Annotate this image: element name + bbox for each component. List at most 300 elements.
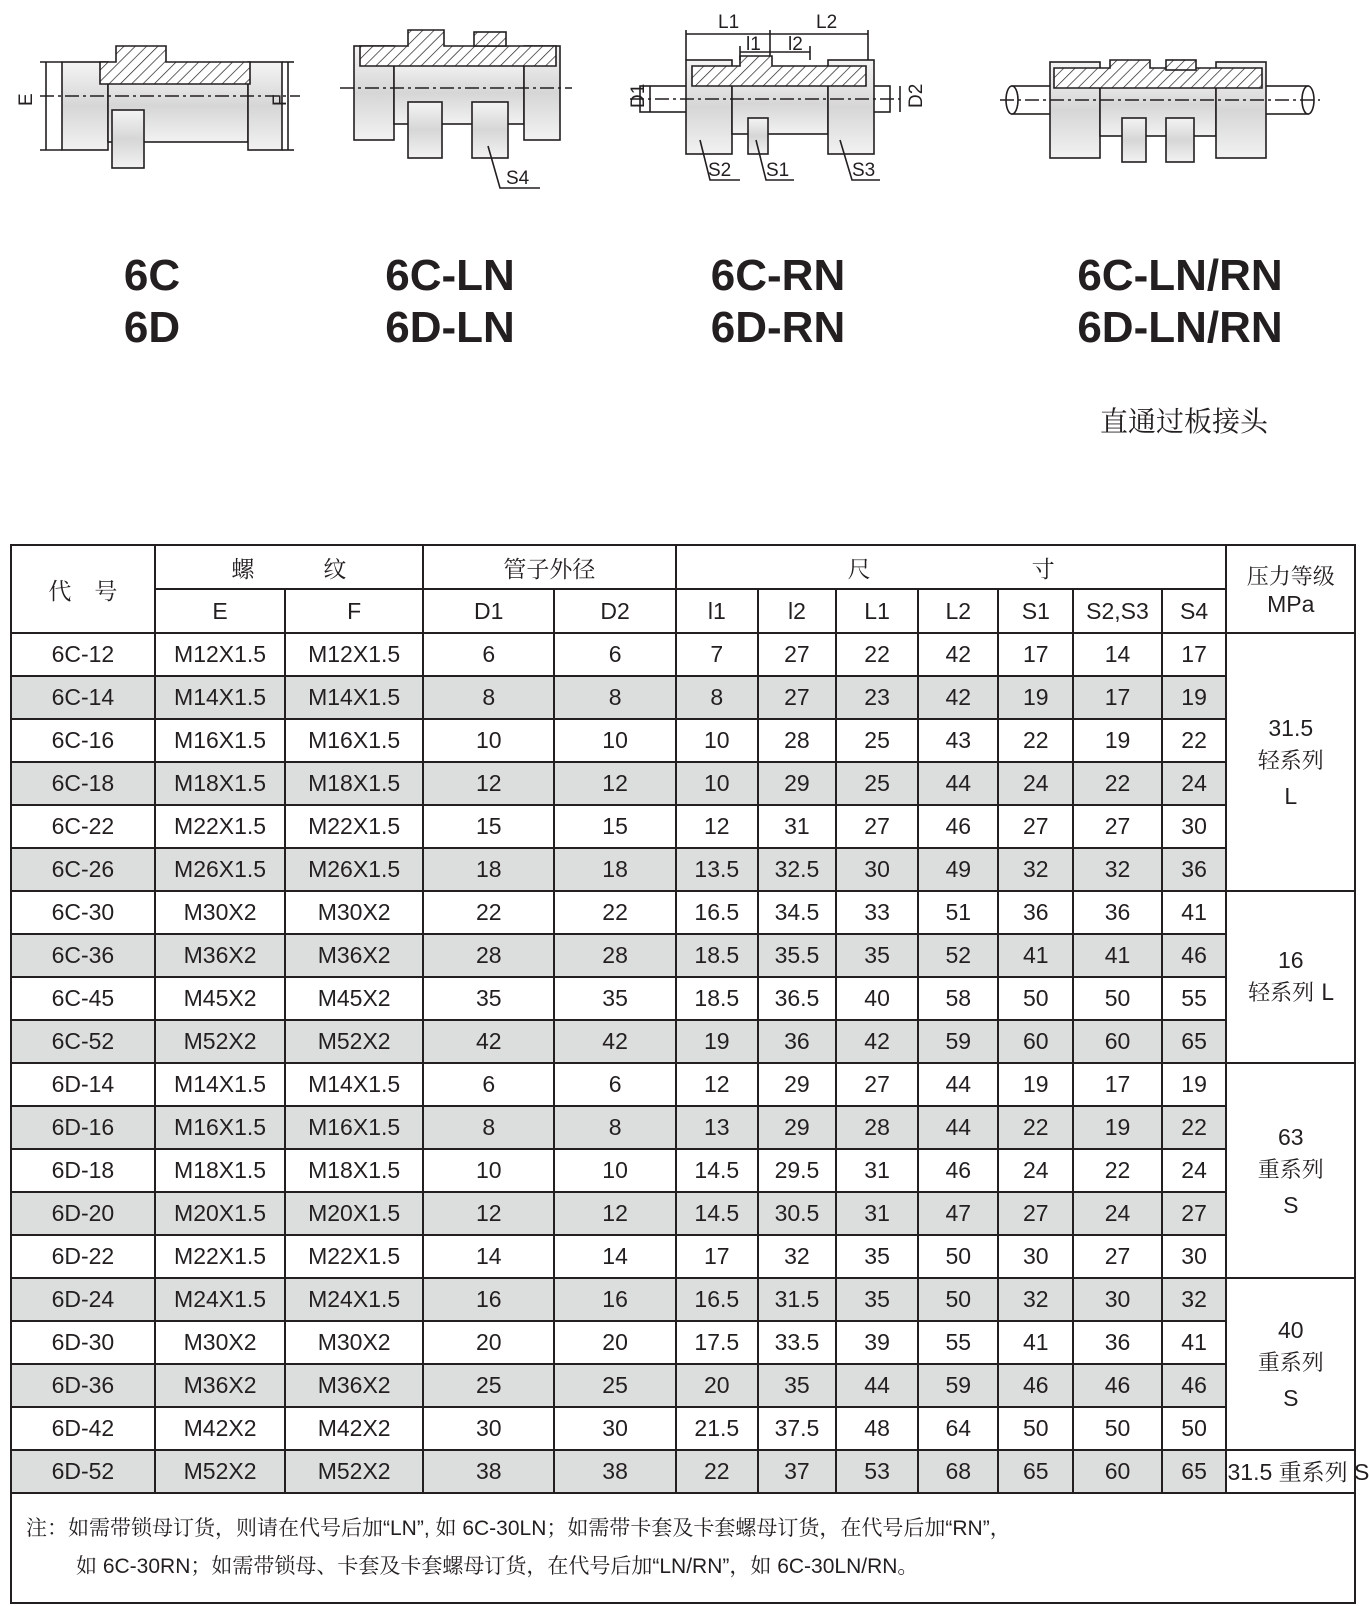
cell-l1: 44 [836, 1364, 918, 1407]
cell-d2: 12 [554, 1192, 675, 1235]
table-row [11, 676, 1355, 719]
cell-s23: 32 [1073, 848, 1161, 891]
cell-d2: 15 [554, 805, 675, 848]
cell-l1: 12 [676, 805, 758, 848]
cell-l2: 55 [918, 1321, 998, 1364]
cell-d2: 22 [554, 891, 675, 934]
cell-l1: 25 [836, 719, 918, 762]
cell-code: 6C-16 [11, 719, 155, 762]
pressure-value: 16 [1277, 947, 1304, 973]
cell-l1: 17 [676, 1235, 758, 1278]
cell-f: M30X2 [285, 891, 423, 934]
cell-l2: 51 [918, 891, 998, 934]
cell-d1: 25 [423, 1364, 555, 1407]
cell-f: M22X1.5 [285, 805, 423, 848]
model-6c-rn-line2: 6D-RN [710, 303, 846, 352]
cell-l1: 14.5 [676, 1149, 758, 1192]
cell-s4: 46 [1162, 934, 1227, 977]
cell-f: M16X1.5 [285, 719, 423, 762]
cell-l1: 53 [836, 1450, 918, 1493]
cell-e: M22X1.5 [155, 805, 285, 848]
cell-s4: 32 [1162, 1278, 1227, 1321]
pressure-value: 31.5 重系列 S [1227, 1458, 1369, 1485]
cell-d2: 8 [554, 1106, 675, 1149]
header-dims: 尺 寸 [676, 545, 1227, 589]
label-i2: l2 [788, 34, 803, 55]
cell-s4: 22 [1162, 1106, 1227, 1149]
cell-e: M26X1.5 [155, 848, 285, 891]
pressure-group-1 [1226, 891, 1355, 1063]
cell-l2: 30.5 [758, 1192, 836, 1235]
model-6c-ln-line2: 6D-LN [385, 303, 515, 352]
table-row [11, 1450, 1355, 1493]
cell-code: 6C-45 [11, 977, 155, 1020]
cell-l2: 27 [758, 676, 836, 719]
cell-l1: 25 [836, 762, 918, 805]
cell-l1: 31 [836, 1192, 918, 1235]
pressure-group-2 [1226, 1063, 1355, 1278]
cell-d1: 22 [423, 891, 555, 934]
header-d2: D2 [554, 589, 675, 633]
cell-l2: 44 [918, 1063, 998, 1106]
cell-l2: 49 [918, 848, 998, 891]
cell-f: M30X2 [285, 1321, 423, 1364]
table-row [11, 1321, 1355, 1364]
cell-s1: 41 [998, 934, 1073, 977]
header-l2: L2 [918, 589, 998, 633]
cell-l2: 44 [918, 762, 998, 805]
header-f: F [285, 589, 423, 633]
cell-s1: 50 [998, 1407, 1073, 1450]
cell-s1: 32 [998, 848, 1073, 891]
cell-l2: 58 [918, 977, 998, 1020]
cell-s23: 19 [1073, 719, 1161, 762]
pressure-series: 重系列 [1257, 1157, 1324, 1183]
cell-l1: 16.5 [676, 891, 758, 934]
cell-l1: 40 [836, 977, 918, 1020]
table-row [11, 633, 1355, 676]
cell-l1: 10 [676, 762, 758, 805]
cell-l1: 17.5 [676, 1321, 758, 1364]
cell-s1: 46 [998, 1364, 1073, 1407]
cell-s4: 55 [1162, 977, 1227, 1020]
cell-l2: 29 [758, 1063, 836, 1106]
cell-l2: 44 [918, 1106, 998, 1149]
table-row [11, 848, 1355, 891]
cell-s4: 41 [1162, 1321, 1227, 1364]
cell-s1: 50 [998, 977, 1073, 1020]
cell-d2: 18 [554, 848, 675, 891]
header-e: E [155, 589, 285, 633]
cell-s23: 60 [1073, 1020, 1161, 1063]
cell-l2: 34.5 [758, 891, 836, 934]
cell-s4: 65 [1162, 1450, 1227, 1493]
cell-s4: 19 [1162, 1063, 1227, 1106]
cell-e: M14X1.5 [155, 1063, 285, 1106]
cell-l2: 47 [918, 1192, 998, 1235]
table-row [11, 719, 1355, 762]
cell-l1: 35 [836, 1235, 918, 1278]
pressure-group-0 [1226, 633, 1355, 891]
cell-e: M18X1.5 [155, 762, 285, 805]
cell-f: M24X1.5 [285, 1278, 423, 1321]
cell-s23: 17 [1073, 1063, 1161, 1106]
table-row [11, 762, 1355, 805]
cell-s1: 41 [998, 1321, 1073, 1364]
header-d1: D1 [423, 589, 555, 633]
cell-s23: 27 [1073, 805, 1161, 848]
header-thread: 螺 纹 [155, 545, 423, 589]
table-row [11, 1364, 1355, 1407]
cell-e: M20X1.5 [155, 1192, 285, 1235]
cell-l1: 33 [836, 891, 918, 934]
cell-l1: 23 [836, 676, 918, 719]
cell-l2: 68 [918, 1450, 998, 1493]
cell-d1: 16 [423, 1278, 555, 1321]
cell-s1: 24 [998, 762, 1073, 805]
model-6c-line2: 6D [123, 303, 181, 352]
cell-l1: 19 [676, 1020, 758, 1063]
cell-d1: 12 [423, 1192, 555, 1235]
label-d2: D2 [906, 83, 927, 108]
cell-d2: 20 [554, 1321, 675, 1364]
cell-code: 6D-24 [11, 1278, 155, 1321]
cell-l2: 50 [918, 1278, 998, 1321]
model-6c-line1: 6C [123, 251, 181, 300]
cell-s1: 24 [998, 1149, 1073, 1192]
spec-table-body [11, 633, 1369, 1493]
cell-d1: 20 [423, 1321, 555, 1364]
cell-d2: 38 [554, 1450, 675, 1493]
table-row [11, 977, 1355, 1020]
cell-d1: 12 [423, 762, 555, 805]
cell-f: M18X1.5 [285, 762, 423, 805]
header-l2-small: l2 [758, 589, 836, 633]
cell-d2: 12 [554, 762, 675, 805]
cell-s1: 30 [998, 1235, 1073, 1278]
cell-l2: 31 [758, 805, 836, 848]
table-row [11, 891, 1355, 934]
cell-s4: 65 [1162, 1020, 1227, 1063]
table-row [11, 1235, 1355, 1278]
cell-f: M36X2 [285, 1364, 423, 1407]
model-6c [92, 250, 212, 354]
cell-d2: 35 [554, 977, 675, 1020]
cell-d2: 10 [554, 719, 675, 762]
cell-d1: 8 [423, 676, 555, 719]
cell-l1: 14.5 [676, 1192, 758, 1235]
drawing-6c-ln [340, 30, 572, 188]
cell-d1: 6 [423, 1063, 555, 1106]
cell-l1: 10 [676, 719, 758, 762]
cell-e: M42X2 [155, 1407, 285, 1450]
table-row [11, 1106, 1355, 1149]
cell-e: M24X1.5 [155, 1278, 285, 1321]
cell-d1: 14 [423, 1235, 555, 1278]
header-l1-small: l1 [676, 589, 758, 633]
cell-f: M52X2 [285, 1020, 423, 1063]
model-6c-rn [688, 250, 868, 354]
cell-e: M18X1.5 [155, 1149, 285, 1192]
table-row [11, 1192, 1355, 1235]
cell-l1: 48 [836, 1407, 918, 1450]
header-pressure [1226, 545, 1355, 633]
cell-e: M30X2 [155, 1321, 285, 1364]
cell-code: 6D-20 [11, 1192, 155, 1235]
pressure-series: 重系列 [1257, 1351, 1324, 1376]
cell-code: 6D-42 [11, 1407, 155, 1450]
product-name: 直通过板接头 [1100, 405, 1269, 438]
cell-code: 6C-26 [11, 848, 155, 891]
cell-e: M52X2 [155, 1450, 285, 1493]
cell-e: M16X1.5 [155, 1106, 285, 1149]
cell-s1: 36 [998, 891, 1073, 934]
cell-l2: 31.5 [758, 1278, 836, 1321]
cell-l2: 52 [918, 934, 998, 977]
pressure-value: 40 [1277, 1317, 1304, 1343]
cell-l2: 37.5 [758, 1407, 836, 1450]
cell-f: M16X1.5 [285, 1106, 423, 1149]
cell-e: M52X2 [155, 1020, 285, 1063]
cell-s4: 30 [1162, 1235, 1227, 1278]
cell-d1: 28 [423, 934, 555, 977]
cell-l1: 28 [836, 1106, 918, 1149]
model-6c-ln-rn-line2: 6D-LN/RN [1077, 303, 1283, 352]
cell-s1: 32 [998, 1278, 1073, 1321]
cell-code: 6D-52 [11, 1450, 155, 1493]
cell-s4: 30 [1162, 805, 1227, 848]
table-row [11, 1020, 1355, 1063]
cell-s4: 24 [1162, 762, 1227, 805]
header-s4: S4 [1162, 589, 1227, 633]
cell-l2: 59 [918, 1020, 998, 1063]
order-note [11, 1493, 1355, 1603]
cell-s4: 41 [1162, 891, 1227, 934]
label-l2: L2 [816, 12, 838, 33]
model-6c-ln-rn [1060, 250, 1300, 354]
cell-l2: 29 [758, 1106, 836, 1149]
cell-s23: 41 [1073, 934, 1161, 977]
cell-l2: 35.5 [758, 934, 836, 977]
cell-l1: 13 [676, 1106, 758, 1149]
cell-s23: 22 [1073, 762, 1161, 805]
cell-d2: 16 [554, 1278, 675, 1321]
cell-d1: 35 [423, 977, 555, 1020]
cell-e: M14X1.5 [155, 676, 285, 719]
model-names [0, 250, 1366, 350]
cell-code: 6D-22 [11, 1235, 155, 1278]
label-s2: S2 [708, 160, 732, 181]
cell-l2: 32 [758, 1235, 836, 1278]
cell-l2: 59 [918, 1364, 998, 1407]
cell-s4: 50 [1162, 1407, 1227, 1450]
cell-l2: 33.5 [758, 1321, 836, 1364]
cell-l1: 39 [836, 1321, 918, 1364]
cell-s23: 50 [1073, 1407, 1161, 1450]
pressure-value: 31.5 [1268, 715, 1314, 741]
header-pressure-unit: MPa [1267, 591, 1315, 617]
cell-d1: 10 [423, 1149, 555, 1192]
cell-l1: 35 [836, 1278, 918, 1321]
model-6c-rn-line1: 6C-RN [710, 251, 846, 300]
cell-s23: 27 [1073, 1235, 1161, 1278]
cell-e: M45X2 [155, 977, 285, 1020]
cell-s4: 27 [1162, 1192, 1227, 1235]
table-row [11, 805, 1355, 848]
pressure-value: 63 [1277, 1123, 1304, 1150]
cell-code: 6C-22 [11, 805, 155, 848]
cell-d2: 42 [554, 1020, 675, 1063]
header-code: 代 号 [11, 545, 155, 633]
order-note-line1: 注：如需带锁母订货，则请在代号后加“LN”, 如 6C-30LN；如需带卡套及卡套螺母订货，在代号后加“RN”， [26, 1517, 1011, 1540]
cell-e: M30X2 [155, 891, 285, 934]
drawing-6c [40, 46, 300, 168]
table-row [11, 1149, 1355, 1192]
model-6c-ln-rn-line1: 6C-LN/RN [1077, 251, 1283, 300]
cell-d1: 6 [423, 633, 555, 676]
cell-l1: 18.5 [676, 934, 758, 977]
cell-d1: 30 [423, 1407, 555, 1450]
cell-e: M22X1.5 [155, 1235, 285, 1278]
cell-s1: 22 [998, 719, 1073, 762]
cell-l1: 22 [836, 633, 918, 676]
table-row [11, 1278, 1355, 1321]
cell-l1: 22 [676, 1450, 758, 1493]
cell-s23: 22 [1073, 1149, 1161, 1192]
cell-l2: 42 [918, 676, 998, 719]
cell-f: M12X1.5 [285, 633, 423, 676]
cell-f: M36X2 [285, 934, 423, 977]
cell-code: 6D-36 [11, 1364, 155, 1407]
cell-f: M26X1.5 [285, 848, 423, 891]
table-row [11, 1063, 1355, 1106]
model-6c-ln-line1: 6C-LN [385, 251, 515, 300]
cell-s23: 19 [1073, 1106, 1161, 1149]
model-6c-ln [360, 250, 540, 354]
header-s1: S1 [998, 589, 1073, 633]
label-l1: L1 [718, 12, 740, 33]
cell-code: 6C-12 [11, 633, 155, 676]
label-d1: D1 [628, 83, 649, 108]
cell-code: 6D-16 [11, 1106, 155, 1149]
cell-f: M45X2 [285, 977, 423, 1020]
cell-l1: 30 [836, 848, 918, 891]
cell-code: 6D-14 [11, 1063, 155, 1106]
cell-s23: 14 [1073, 633, 1161, 676]
table-row [11, 934, 1355, 977]
pressure-suffix: L [1284, 783, 1298, 809]
cell-s4: 36 [1162, 848, 1227, 891]
cell-e: M36X2 [155, 934, 285, 977]
technical-drawings [0, 0, 1366, 220]
cell-l2: 43 [918, 719, 998, 762]
cell-s4: 17 [1162, 633, 1227, 676]
cell-s4: 46 [1162, 1364, 1227, 1407]
cell-d2: 14 [554, 1235, 675, 1278]
cell-s1: 65 [998, 1450, 1073, 1493]
cell-code: 6C-18 [11, 762, 155, 805]
cell-f: M14X1.5 [285, 676, 423, 719]
cell-code: 6C-30 [11, 891, 155, 934]
cell-s4: 24 [1162, 1149, 1227, 1192]
cell-d1: 18 [423, 848, 555, 891]
cell-s1: 27 [998, 1192, 1073, 1235]
pressure-series: 轻系列 [1257, 749, 1324, 774]
cell-d2: 10 [554, 1149, 675, 1192]
cell-l1: 12 [676, 1063, 758, 1106]
cell-l1: 21.5 [676, 1407, 758, 1450]
cell-l1: 8 [676, 676, 758, 719]
cell-s23: 46 [1073, 1364, 1161, 1407]
cell-d2: 6 [554, 1063, 675, 1106]
pressure-group-3 [1226, 1278, 1355, 1450]
drawing-6c-ln-rn [1000, 60, 1320, 162]
cell-s23: 50 [1073, 977, 1161, 1020]
cell-l1: 27 [836, 1063, 918, 1106]
cell-s23: 36 [1073, 891, 1161, 934]
cell-d2: 25 [554, 1364, 675, 1407]
cell-l1: 27 [836, 805, 918, 848]
cell-l2: 35 [758, 1364, 836, 1407]
cell-d2: 30 [554, 1407, 675, 1450]
cell-e: M12X1.5 [155, 633, 285, 676]
label-s3: S3 [852, 160, 876, 181]
cell-f: M20X1.5 [285, 1192, 423, 1235]
cell-s23: 17 [1073, 676, 1161, 719]
cell-d2: 8 [554, 676, 675, 719]
order-note-line2: 如 6C-30RN；如需带锁母、卡套及卡套螺母订货，在代号后加“LN/RN”，如 6C-30LN/RN。 [76, 1555, 919, 1578]
cell-d1: 8 [423, 1106, 555, 1149]
pressure-series: 轻系列 L [1248, 981, 1334, 1006]
cell-code: 6C-36 [11, 934, 155, 977]
cell-l2: 29 [758, 762, 836, 805]
cell-f: M22X1.5 [285, 1235, 423, 1278]
cell-l1: 7 [676, 633, 758, 676]
cell-l2: 50 [918, 1235, 998, 1278]
cell-l2: 46 [918, 1149, 998, 1192]
header-s2-s3: S2,S3 [1073, 589, 1161, 633]
cell-s23: 24 [1073, 1192, 1161, 1235]
cell-d1: 15 [423, 805, 555, 848]
cell-code: 6C-14 [11, 676, 155, 719]
cell-f: M52X2 [285, 1450, 423, 1493]
cell-l1: 20 [676, 1364, 758, 1407]
header-pressure-label: 压力等级 [1246, 565, 1335, 590]
cell-d1: 38 [423, 1450, 555, 1493]
cell-s23: 36 [1073, 1321, 1161, 1364]
cell-s1: 17 [998, 633, 1073, 676]
pressure-suffix: S [1283, 1191, 1299, 1218]
cell-f: M42X2 [285, 1407, 423, 1450]
cell-d2: 6 [554, 633, 675, 676]
label-f: F [270, 94, 291, 106]
cell-l2: 36.5 [758, 977, 836, 1020]
cell-l2: 36 [758, 1020, 836, 1063]
cell-code: 6C-52 [11, 1020, 155, 1063]
cell-l2: 37 [758, 1450, 836, 1493]
cell-l1: 18.5 [676, 977, 758, 1020]
cell-s4: 22 [1162, 719, 1227, 762]
cell-d2: 28 [554, 934, 675, 977]
cell-l2: 27 [758, 633, 836, 676]
cell-f: M14X1.5 [285, 1063, 423, 1106]
label-i1: l1 [746, 34, 761, 55]
cell-d1: 42 [423, 1020, 555, 1063]
cell-l1: 35 [836, 934, 918, 977]
cell-l2: 32.5 [758, 848, 836, 891]
cell-s1: 22 [998, 1106, 1073, 1149]
header-tube-od: 管子外径 [423, 545, 676, 589]
